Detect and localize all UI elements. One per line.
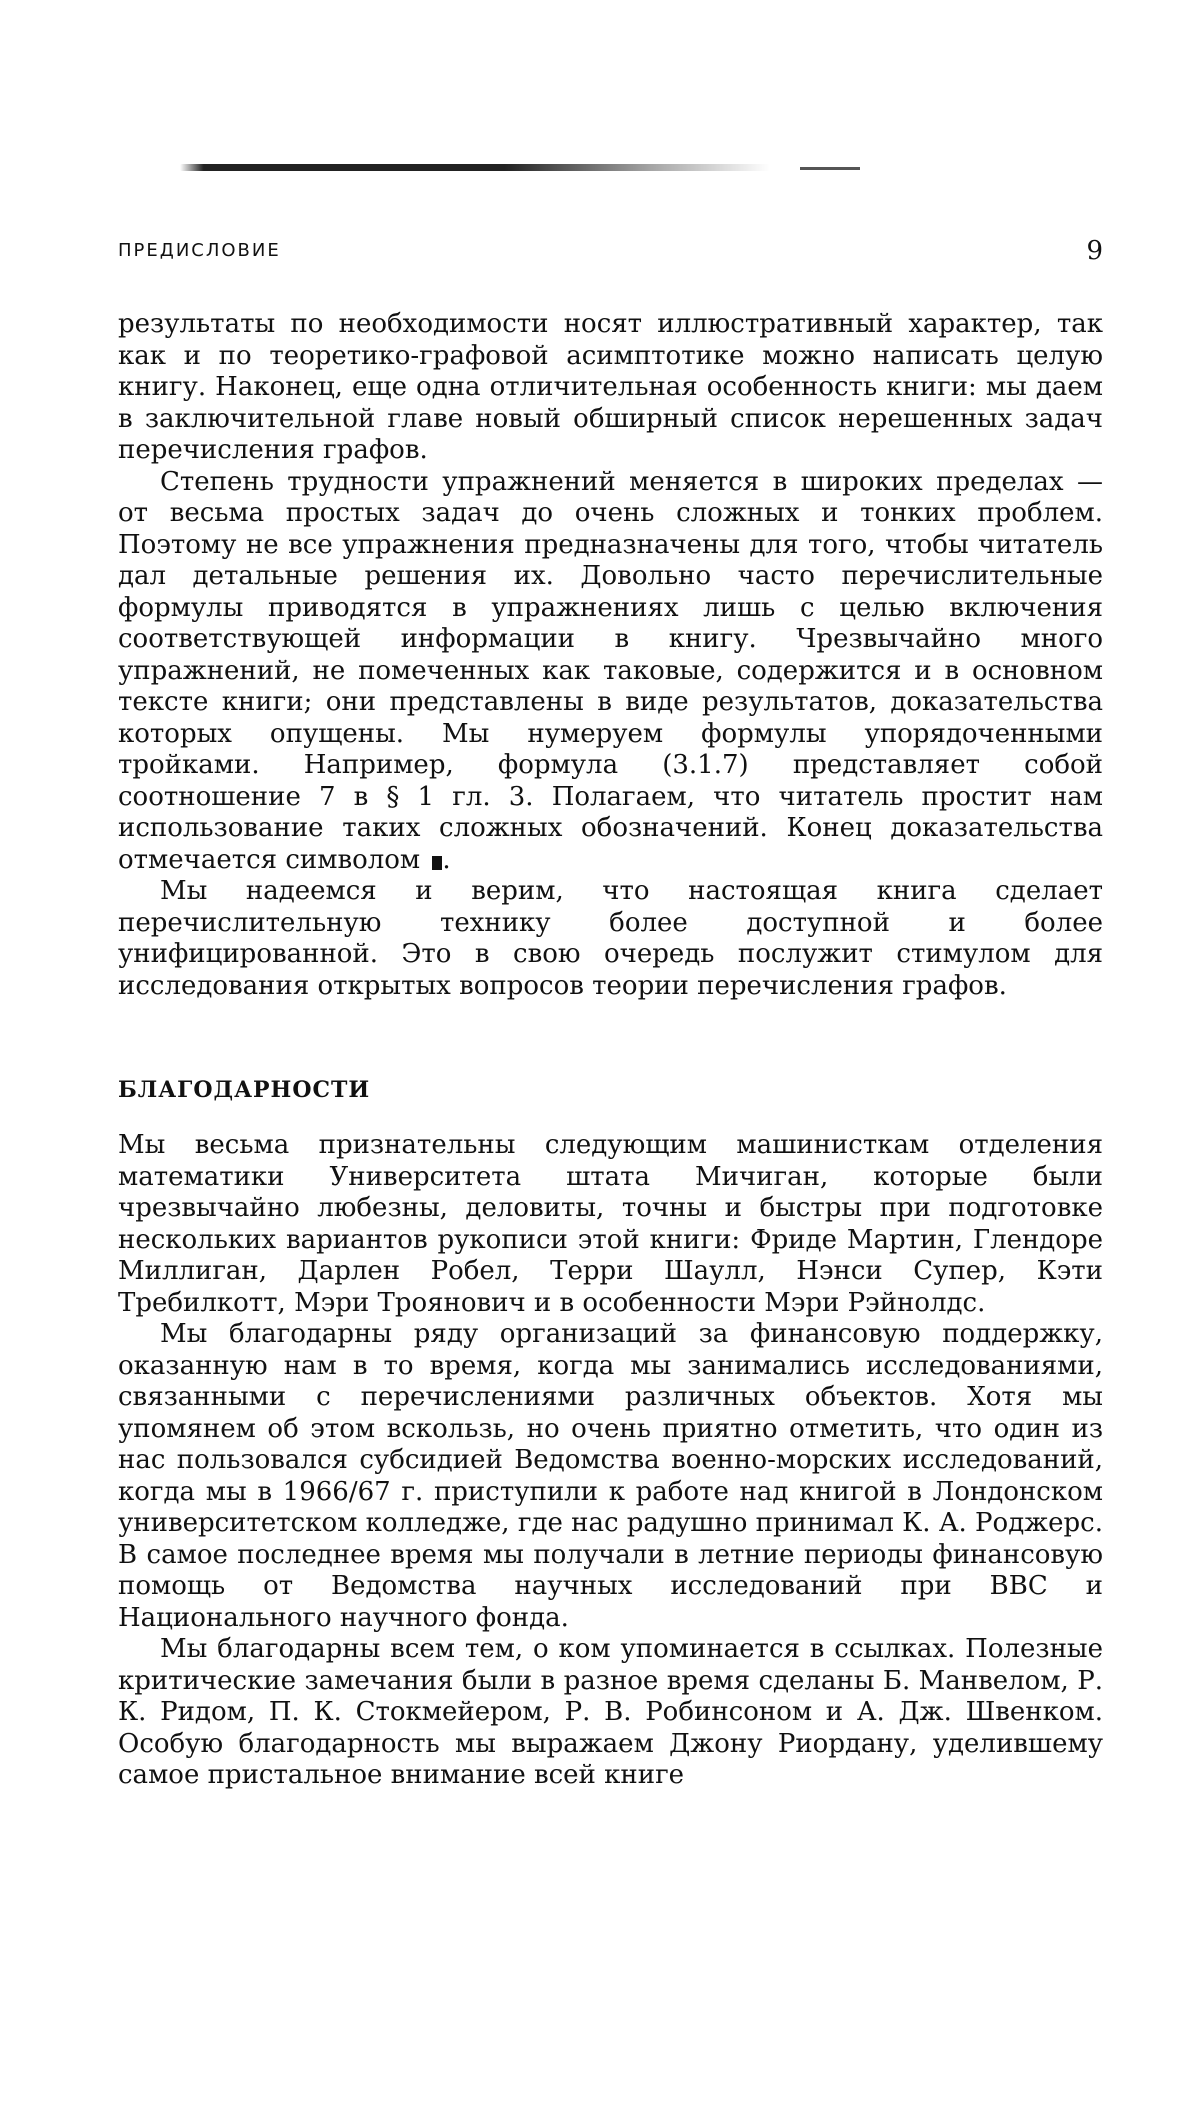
acknowledgements-paragraph-2: Мы благодарны ряду организаций за финансовую поддержку, оказанную нам в то время, когда мы занимались исследованиями, связанными с перечислениями различных объектов. Хотя мы упомянем об этом вскользь, но очень приятно отметить, что один из нас пользовался субсидией Ведомства военно-морских исследований, когда мы в 1966/67 г. приступили к работе над книгой в Лондонском университетском колледже, где нас радушно принимал К. А. Роджерс. В самое последнее время мы получали в летние периоды финансовую помощь от Ведомства научных исследований при ВВС и Национального научного фонда. [118,1319,1103,1634]
acknowledgements-paragraph-1: Мы весьма признательны следующим машинисткам отделения математики Университета штата Мичиган, которые были чрезвычайно любезны, деловиты, точны и быстры при подготовке нескольких вариантов рукописи этой книги: Фриде Мартин, Глендоре Миллиган, Дарлен Робел, Терри Шаулл, Нэнси Супер, Кэти Требилкотт, Мэри Троянович и в особенности Мэри Рэйнолдс. [118,1130,1103,1319]
scan-artifact-dash [800,167,860,170]
preface-paragraph-2-text: Степень трудности упражнений меняется в широких пределах — от весьма простых задач до очень сложных и тонких проблем. Поэтому не все упражнения предназначены для того, чтобы читатель дал детальные решения их. Довольно часто перечислительные формулы приводятся в упражнениях лишь с целью включения соответствующей информации в книгу. Чрезвычайно много упражнений, не помеченных как таковые, содержится и в основном тексте книги; они представлены в виде результатов, доказательства которых опущены. Мы нумеруем формулы упорядоченными тройками. Например, формула (3.1.7) представляет собой соотношение 7 в § 1 гл. 3. Полагаем, что читатель простит нам использование таких сложных обозначений. Конец доказательства отмечается символом [118,467,1103,875]
preface-paragraph-2 [118,467,1103,877]
running-title: ПРЕДИСЛОВИЕ [118,240,281,261]
scan-artifact-bar [180,164,770,171]
qed-suffix: . [442,845,450,875]
acknowledgements-text [118,1130,1103,1792]
preface-text [118,309,1103,1002]
preface-paragraph-3: Мы надеемся и верим, что настоящая книга сделает перечислительную технику более доступной и более унифицированной. Это в свою очередь послужит стимулом для исследования открытых вопросов теории перечисления графов. [118,876,1103,1002]
running-header [118,240,1103,270]
acknowledgements-heading: БЛАГОДАРНОСТИ [118,1077,370,1103]
page-number: 9 [1086,236,1103,266]
end-of-proof-icon [432,856,442,870]
acknowledgements-paragraph-3: Мы благодарны всем тем, о ком упоминается в ссылках. Полезные критические замечания были в разное время сделаны Б. Манвелом, Р. К. Ридом, П. К. Стокмейером, Р. В. Робинсоном и А. Дж. Швенком. Особую благодарность мы выражаем Джону Риордану, уделившему самое пристальное внимание всей книге [118,1634,1103,1792]
preface-paragraph-1: результаты по необходимости носят иллюстративный характер, так как и по теоретико-графовой асимптотике можно написать целую книгу. Наконец, еще одна отличительная особенность книги: мы даем в заключительной главе новый обширный список нерешенных задач перечисления графов. [118,309,1103,467]
